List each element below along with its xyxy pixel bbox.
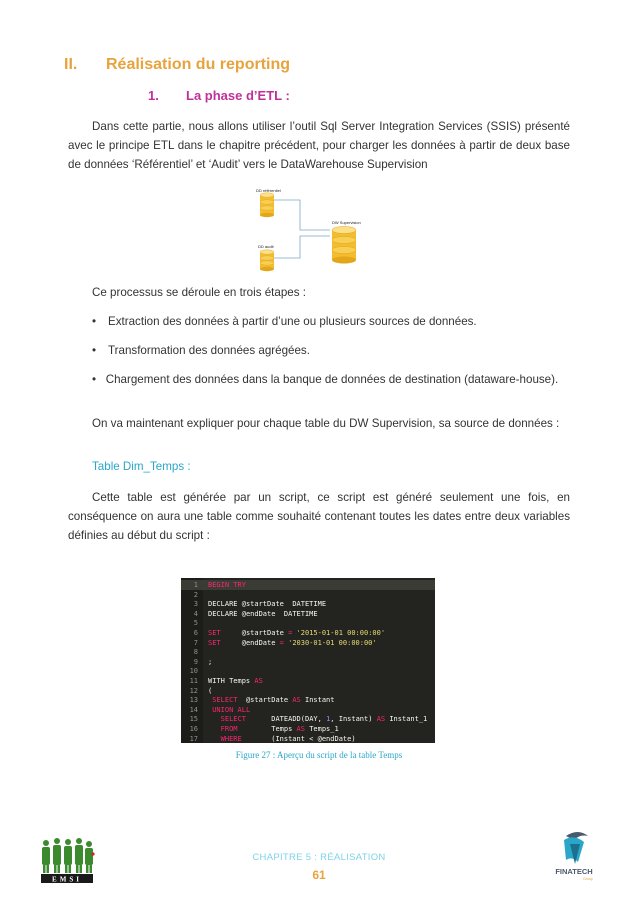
code-line-text: WITH Temps AS: [208, 677, 263, 685]
code-line-text: DECLARE @startDate DATETIME: [208, 600, 327, 609]
code-line-number: 17: [189, 734, 198, 743]
bullet-text: Chargement des données dans la banque de données de destination (dataware-house).: [105, 373, 559, 386]
code-screenshot: [181, 578, 435, 743]
subsection-title: La phase d’ETL :: [186, 88, 290, 103]
code-line-number: 9: [193, 657, 198, 666]
code-line-text: SET @startDate = '2015-01-01 00:00:00': [208, 629, 386, 637]
code-line-text: SET @endDate = '2030-01-01 00:00:00': [208, 638, 377, 647]
code-line-number: 1: [193, 581, 198, 589]
code-line-text: SELECT DATEADD(DAY, 1, Instant) AS Instant_1: [220, 715, 428, 724]
code-line-number: 11: [189, 677, 198, 685]
bullet-chargement: [68, 370, 570, 389]
etl-diagram: [252, 186, 362, 272]
code-line-number: 8: [193, 648, 198, 657]
finatech-logo: [544, 826, 604, 886]
process-intro: Ce processus se déroule en trois étapes :: [92, 286, 306, 299]
code-line-text: DECLARE @endDate DATETIME: [208, 609, 318, 618]
section-heading: [64, 56, 290, 74]
figure-caption: Figure 27 : Aperçu du script de la table Temps: [235, 750, 403, 760]
bullet-text: Extraction des données à partir d’une ou plusieurs sources de données.: [108, 315, 477, 328]
code-line-text: UNION ALL: [212, 705, 251, 714]
emsi-logo-text: EMSI: [52, 875, 82, 884]
code-line-number: 13: [189, 696, 198, 705]
intro-paragraph: Dans cette partie, nous allons utiliser l’outil Sql Server Integration Services (SSIS) présenté avec le principe ETL dans le chapitre précédent, pour charger les données à partir de deux base de données ‘Référentiel’ et ‘Audit’ vers le DataWarehouse Supervision: [68, 120, 570, 171]
target-label: DW Supervision: [332, 220, 361, 225]
finatech-logo-subtext: Group: [583, 877, 593, 881]
footer-chapter: CHAPITRE 5 : RÉALISATION: [252, 852, 386, 863]
source1-label: DD référentiel: [256, 188, 281, 193]
code-line-number: 14: [189, 705, 198, 714]
bullet-transformation: [92, 341, 310, 360]
code-line-text: WHERE (Instant < @endDate): [220, 734, 356, 743]
code-line-text: (: [208, 686, 213, 695]
code-line-text: ;: [208, 657, 213, 666]
database-icon-audit: [260, 250, 274, 271]
code-line-number: 6: [193, 629, 198, 637]
code-line-number: 15: [189, 715, 198, 724]
code-line: [181, 734, 435, 743]
code-line-number: 3: [193, 600, 198, 609]
code-line-text: SELECT @startDate AS Instant: [212, 696, 335, 705]
database-icon-referentiel: [260, 193, 274, 217]
section-title: Réalisation du reporting: [106, 56, 291, 73]
code-line-number: 4: [193, 609, 198, 618]
bullet-extraction: [92, 312, 477, 331]
bullet-marker: •: [92, 373, 97, 386]
etl-connector-lines: [272, 200, 330, 258]
bullet-marker: •: [92, 344, 97, 357]
subsection-heading: [148, 88, 290, 103]
code-line-number: 12: [189, 686, 198, 695]
page-number: 61: [312, 868, 326, 882]
code-line-number: 7: [193, 638, 198, 647]
section-number: II.: [64, 56, 78, 73]
explain-paragraph: On va maintenant expliquer pour chaque table du DW Supervision, sa source de données :: [92, 417, 560, 430]
code-line-number: 16: [189, 725, 198, 733]
code-line-number: 10: [189, 667, 198, 676]
finatech-logo-text: FINATECH: [555, 867, 593, 876]
code-line-number: 5: [193, 619, 198, 628]
subsection-number: 1.: [148, 88, 159, 103]
table-heading: Table Dim_Temps :: [92, 460, 191, 473]
code-line-number: 2: [193, 590, 198, 599]
bullet-text: Transformation des données agrégées.: [108, 344, 310, 357]
bullet-marker: •: [92, 315, 97, 328]
code-line-text: FROM Temps AS Temps_1: [220, 725, 339, 733]
code-line-text: BEGIN TRY: [208, 581, 246, 589]
source2-label: DD audit: [258, 244, 274, 249]
finatech-emblem: [564, 832, 588, 864]
database-icon-dw-supervision: [332, 227, 356, 264]
table-description: Cette table est générée par un script, ce script est généré seulement une fois, en conséquence on aura une table comme souhaité contenant toutes les dates entre deux variables définies au début du script :: [68, 491, 570, 542]
